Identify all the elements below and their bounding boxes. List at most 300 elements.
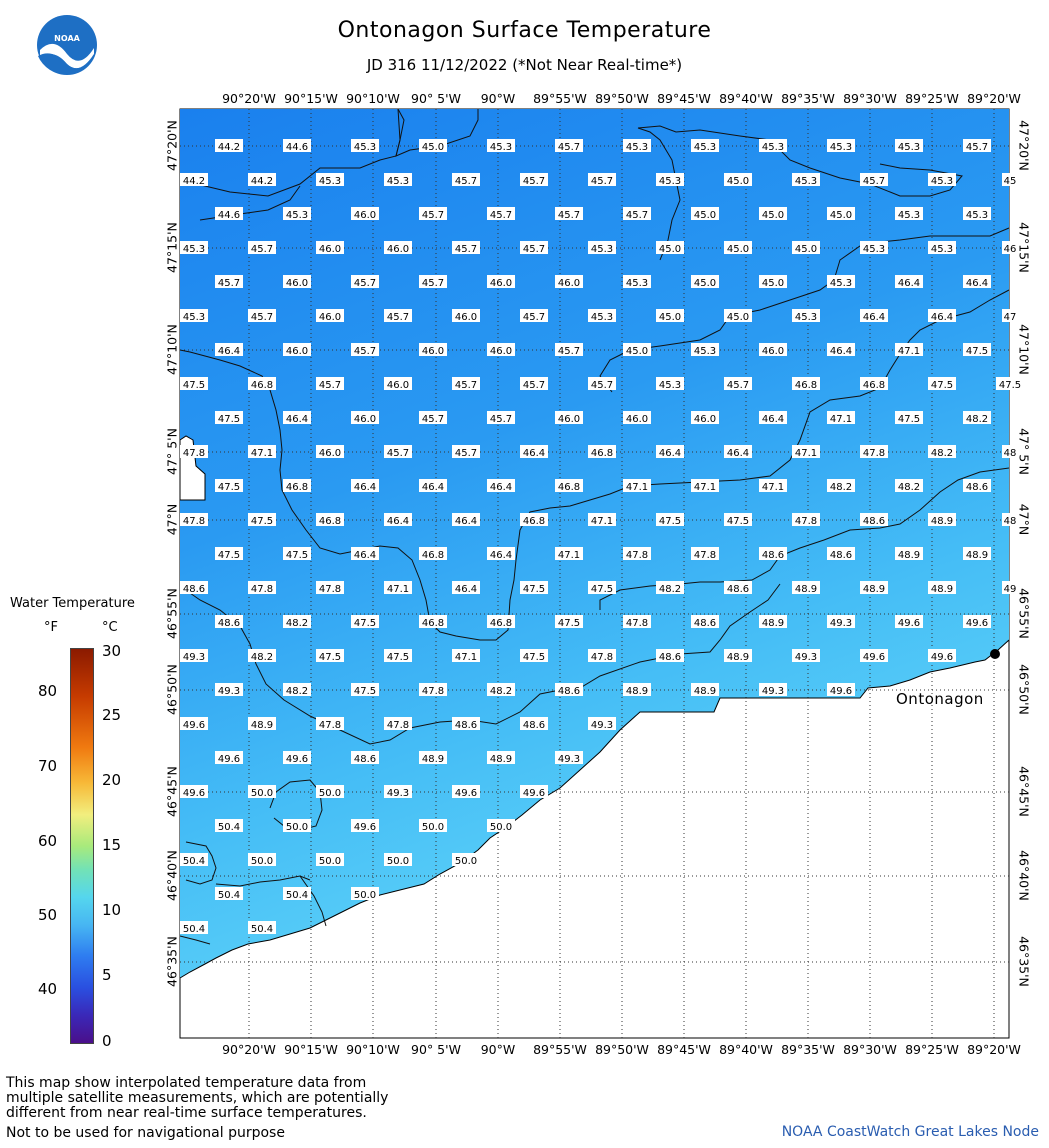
temperature-value: 45.7 xyxy=(454,244,478,255)
temperature-label xyxy=(724,445,752,459)
temperature-value: 46.8 xyxy=(590,448,614,459)
temperature-label xyxy=(351,207,379,221)
bottom-lon-label: 90°10'W xyxy=(346,1042,400,1057)
right-lat-label: 46°55'N xyxy=(1016,588,1032,639)
temperature-label xyxy=(283,343,311,357)
temperature-label xyxy=(895,479,923,493)
temperature-value: 45.7 xyxy=(250,312,274,323)
temperature-label xyxy=(928,377,956,391)
temperature-value: 45.7 xyxy=(421,414,445,425)
temperature-label xyxy=(860,377,888,391)
temperature-value: 46 xyxy=(1003,244,1017,255)
temperature-value: 47.1 xyxy=(693,482,717,493)
right-lat-label: 46°45'N xyxy=(1016,766,1032,817)
top-lon-label: 89°45'W xyxy=(657,91,711,106)
temperature-value: 46.8 xyxy=(794,380,818,391)
temperature-label xyxy=(180,173,208,187)
temperature-label xyxy=(351,887,379,901)
temperature-label xyxy=(623,275,651,289)
temperature-label xyxy=(895,275,923,289)
temperature-value: 46.4 xyxy=(522,448,546,459)
temperature-label xyxy=(520,445,548,459)
temperature-value: 47.8 xyxy=(182,516,206,527)
temperature-value: 47.5 xyxy=(658,516,682,527)
temperature-label xyxy=(691,343,719,357)
temperature-value: 44.2 xyxy=(217,142,241,153)
temperature-value: 50.4 xyxy=(285,890,309,901)
temperature-value: 48.2 xyxy=(285,686,309,697)
temperature-value: 45.3 xyxy=(658,176,682,187)
temperature-label xyxy=(691,683,719,697)
temperature-value: 45.3 xyxy=(590,312,614,323)
temperature-value: 48.6 xyxy=(726,584,750,595)
right-lat-label: 47°N xyxy=(1016,503,1032,536)
temperature-value: 48.2 xyxy=(285,618,309,629)
temperature-label xyxy=(452,785,480,799)
temperature-label xyxy=(248,649,276,663)
temperature-value: 46.4 xyxy=(285,414,309,425)
temperature-label xyxy=(759,275,787,289)
temperature-label xyxy=(724,513,752,527)
temperature-label xyxy=(419,139,447,153)
temperature-value: 46.8 xyxy=(862,380,886,391)
temperature-label xyxy=(691,411,719,425)
temperature-value: 50.4 xyxy=(217,822,241,833)
temperature-label xyxy=(419,207,447,221)
temperature-value: 48.2 xyxy=(658,584,682,595)
temperature-label xyxy=(452,377,480,391)
temperature-value: 49.3 xyxy=(794,652,818,663)
temperature-label xyxy=(316,853,344,867)
bottom-lon-label: 89°50'W xyxy=(595,1042,649,1057)
temperature-label xyxy=(384,717,412,731)
temperature-value: 48.6 xyxy=(761,550,785,561)
temperature-value: 45.3 xyxy=(761,142,785,153)
temperature-label xyxy=(215,343,243,357)
top-lon-label: 90° 5'W xyxy=(411,91,461,106)
temperature-value: 45.7 xyxy=(489,414,513,425)
temperature-label xyxy=(316,309,344,323)
temperature-label xyxy=(555,139,583,153)
footer-note-2: multiple satellite measurements, which are potentially xyxy=(6,1090,389,1106)
footer-note-3: different from near real-time surface temperatures. xyxy=(6,1105,367,1121)
temperature-value: 45.0 xyxy=(726,312,750,323)
temperature-value: 48.9 xyxy=(930,584,954,595)
temperature-label xyxy=(487,343,515,357)
temperature-value: 45.0 xyxy=(761,278,785,289)
temperature-value: 45.7 xyxy=(250,244,274,255)
temperature-value: 47.8 xyxy=(182,448,206,459)
temperature-label xyxy=(215,683,243,697)
temperature-label xyxy=(487,275,515,289)
temperature-value: 48.2 xyxy=(829,482,853,493)
temperature-value: 45.0 xyxy=(761,210,785,221)
temperature-value: 48.9 xyxy=(965,550,989,561)
right-lat-label: 46°40'N xyxy=(1016,850,1032,901)
left-lat-label: 46°40'N xyxy=(164,850,180,901)
temperature-label xyxy=(827,207,855,221)
temperature-label xyxy=(215,411,243,425)
temperature-label xyxy=(520,241,548,255)
temperature-label xyxy=(180,581,208,595)
top-lon-label: 90°10'W xyxy=(346,91,400,106)
temperature-value: 50.4 xyxy=(250,924,274,935)
temperature-value: 46.4 xyxy=(489,550,513,561)
temperature-value: 47.1 xyxy=(590,516,614,527)
temperature-value: 45.7 xyxy=(217,278,241,289)
temperature-label xyxy=(316,445,344,459)
temperature-value: 48 xyxy=(1003,448,1017,459)
temperature-label xyxy=(555,343,583,357)
temperature-label xyxy=(215,479,243,493)
temperature-value: 48.2 xyxy=(489,686,513,697)
temperature-label xyxy=(656,649,684,663)
temperature-value: 49.6 xyxy=(285,754,309,765)
temperature-value: 46.8 xyxy=(489,618,513,629)
temperature-value: 48.6 xyxy=(862,516,886,527)
temperature-label xyxy=(860,649,888,663)
temperature-value: 45.7 xyxy=(557,210,581,221)
top-lon-label: 89°55'W xyxy=(533,91,587,106)
temperature-value: 46.0 xyxy=(386,244,410,255)
temperature-label xyxy=(588,377,616,391)
temperature-label xyxy=(623,547,651,561)
temperature-value: 45.3 xyxy=(794,312,818,323)
bottom-lon-label: 89°55'W xyxy=(533,1042,587,1057)
temperature-label xyxy=(351,615,379,629)
bottom-lon-label: 89°40'W xyxy=(719,1042,773,1057)
temperature-label xyxy=(419,547,447,561)
temperature-label xyxy=(215,207,243,221)
temperature-value: 47.5 xyxy=(965,346,989,357)
temperature-label xyxy=(555,207,583,221)
temperature-label xyxy=(963,139,991,153)
temperature-value: 50.4 xyxy=(217,890,241,901)
top-lon-label: 89°40'W xyxy=(719,91,773,106)
temperature-label xyxy=(215,615,243,629)
temperature-label xyxy=(656,173,684,187)
temperature-label xyxy=(384,853,412,867)
temperature-label xyxy=(963,547,991,561)
temperature-value: 45.7 xyxy=(421,278,445,289)
top-lon-label: 90°20'W xyxy=(222,91,276,106)
temperature-label xyxy=(520,377,548,391)
left-lat-label: 46°45'N xyxy=(164,766,180,817)
legend-c-tick: 0 xyxy=(102,1032,112,1050)
temperature-label xyxy=(316,581,344,595)
temperature-value: 45.7 xyxy=(386,448,410,459)
temperature-value: 46.4 xyxy=(386,516,410,527)
legend-c-tick: 10 xyxy=(102,901,122,919)
temperature-label xyxy=(895,343,923,357)
temperature-value: 46.8 xyxy=(557,482,581,493)
temperature-label xyxy=(588,581,616,595)
temperature-label xyxy=(588,241,616,255)
temperature-value: 45.7 xyxy=(965,142,989,153)
top-lon-label: 89°30'W xyxy=(843,91,897,106)
temperature-value: 48.6 xyxy=(829,550,853,561)
temperature-label xyxy=(724,649,752,663)
temperature-value: 47.5 xyxy=(285,550,309,561)
temperature-label xyxy=(419,683,447,697)
temperature-value: 45.7 xyxy=(454,176,478,187)
temperature-value: 47.1 xyxy=(386,584,410,595)
temperature-value: 46.8 xyxy=(522,516,546,527)
temperature-value: 45.7 xyxy=(386,312,410,323)
left-lat-label: 47° 5'N xyxy=(164,428,180,475)
temperature-label xyxy=(588,173,616,187)
temperature-value: 47.1 xyxy=(829,414,853,425)
bottom-lon-label: 89°35'W xyxy=(781,1042,835,1057)
temperature-label xyxy=(691,479,719,493)
temperature-label xyxy=(452,445,480,459)
temperature-value: 45.3 xyxy=(182,244,206,255)
temperature-value: 45.3 xyxy=(930,244,954,255)
temperature-value: 45.7 xyxy=(522,312,546,323)
temperature-value: 49 xyxy=(1003,584,1017,595)
temperature-label xyxy=(520,717,548,731)
temperature-label xyxy=(316,377,344,391)
temperature-value: 46.0 xyxy=(489,278,513,289)
temperature-label xyxy=(419,819,447,833)
legend-f-tick: 80 xyxy=(38,682,58,700)
temperature-label xyxy=(724,241,752,255)
legend-title: Water Temperature xyxy=(10,596,135,611)
temperature-value: 45.0 xyxy=(829,210,853,221)
temperature-label xyxy=(384,445,412,459)
temperature-label xyxy=(759,615,787,629)
legend-f-tick: 70 xyxy=(38,757,58,775)
temperature-label xyxy=(452,513,480,527)
map-subtitle: JD 316 11/12/2022 (*Not Near Real-time*) xyxy=(366,56,683,74)
temperature-label xyxy=(860,241,888,255)
temperature-label xyxy=(419,275,447,289)
temperature-value: 50.4 xyxy=(182,924,206,935)
temperature-value: 47.5 xyxy=(353,618,377,629)
top-lon-label: 89°35'W xyxy=(781,91,835,106)
temperature-value: 45.0 xyxy=(693,210,717,221)
legend-f-tick: 50 xyxy=(38,906,58,924)
temperature-value: 45.7 xyxy=(318,380,342,391)
temperature-value: 50.0 xyxy=(386,856,410,867)
temperature-label xyxy=(759,547,787,561)
temperature-value: 46.4 xyxy=(862,312,886,323)
right-lat-label: 47°20'N xyxy=(1016,120,1032,171)
temperature-value: 47.8 xyxy=(625,618,649,629)
temperature-value: 48.9 xyxy=(930,516,954,527)
temperature-value: 45.0 xyxy=(658,244,682,255)
temperature-label xyxy=(928,445,956,459)
temperature-label xyxy=(283,819,311,833)
temperature-value: 50.0 xyxy=(318,788,342,799)
right-lat-label: 46°50'N xyxy=(1016,664,1032,715)
temperature-value: 48.9 xyxy=(794,584,818,595)
temperature-label xyxy=(827,479,855,493)
temperature-value: 50.0 xyxy=(454,856,478,867)
temperature-label xyxy=(724,173,752,187)
temperature-value: 44.6 xyxy=(285,142,309,153)
temperature-value: 45.0 xyxy=(794,244,818,255)
temperature-label xyxy=(588,445,616,459)
temperature-label xyxy=(384,581,412,595)
temperature-value: 46.0 xyxy=(693,414,717,425)
temperature-label xyxy=(419,411,447,425)
temperature-value: 50.0 xyxy=(489,822,513,833)
temperature-label xyxy=(215,887,243,901)
temperature-label xyxy=(656,445,684,459)
temperature-label xyxy=(248,581,276,595)
temperature-value: 47.5 xyxy=(897,414,921,425)
temperature-label xyxy=(759,343,787,357)
temperature-label xyxy=(283,751,311,765)
legend-c-tick: 15 xyxy=(102,836,122,854)
temperature-label xyxy=(588,649,616,663)
temperature-value: 47.1 xyxy=(625,482,649,493)
temperature-value: 47 xyxy=(1003,312,1017,323)
right-lat-label: 47° 5'N xyxy=(1016,428,1032,475)
temperature-value: 47.5 xyxy=(386,652,410,663)
temperature-label xyxy=(248,445,276,459)
temperature-value: 45.3 xyxy=(285,210,309,221)
right-lat-label: 47°15'N xyxy=(1016,222,1032,273)
temperature-label xyxy=(215,751,243,765)
temperature-value: 45.3 xyxy=(658,380,682,391)
temperature-label xyxy=(656,241,684,255)
temperature-value: 50.0 xyxy=(250,856,274,867)
temperature-value: 49.6 xyxy=(862,652,886,663)
legend-f-tick: 40 xyxy=(38,980,58,998)
temperature-value: 47.5 xyxy=(998,380,1022,391)
temperature-value: 45.7 xyxy=(353,346,377,357)
temperature-value: 45.7 xyxy=(421,210,445,221)
temperature-value: 48.9 xyxy=(897,550,921,561)
temperature-label xyxy=(180,921,208,935)
temperature-value: 48.2 xyxy=(930,448,954,459)
bottom-lon-label: 90°20'W xyxy=(222,1042,276,1057)
temperature-label xyxy=(215,819,243,833)
temperature-label xyxy=(759,139,787,153)
temperature-value: 45.3 xyxy=(862,244,886,255)
temperature-value: 46.0 xyxy=(454,312,478,323)
temperature-label xyxy=(215,547,243,561)
temperature-value: 45.7 xyxy=(489,210,513,221)
temperature-value: 45.7 xyxy=(625,210,649,221)
temperature-value: 49.6 xyxy=(182,788,206,799)
temperature-label xyxy=(452,309,480,323)
temperature-label xyxy=(283,411,311,425)
temperature-label xyxy=(487,411,515,425)
temperature-value: 49.3 xyxy=(557,754,581,765)
temperature-label xyxy=(827,343,855,357)
temperature-value: 47.1 xyxy=(794,448,818,459)
temperature-value: 47.5 xyxy=(557,618,581,629)
temperature-label xyxy=(827,411,855,425)
legend-f-tick: 60 xyxy=(38,832,58,850)
left-lat-label: 47°10'N xyxy=(164,324,180,375)
temperature-label xyxy=(555,683,583,697)
temperature-label xyxy=(860,173,888,187)
temperature-label xyxy=(623,615,651,629)
temperature-value: 45.7 xyxy=(557,142,581,153)
temperature-label xyxy=(180,513,208,527)
temperature-value: 45.3 xyxy=(590,244,614,255)
bottom-lon-label: 89°20'W xyxy=(967,1042,1021,1057)
temperature-value: 47.5 xyxy=(590,584,614,595)
temperature-value: 47.5 xyxy=(217,482,241,493)
temperature-label xyxy=(452,241,480,255)
temperature-label xyxy=(452,853,480,867)
temperature-label xyxy=(316,241,344,255)
temperature-value: 49.3 xyxy=(590,720,614,731)
temperature-value: 46.0 xyxy=(557,414,581,425)
legend-c-tick: 30 xyxy=(102,642,122,660)
temperature-label xyxy=(487,819,515,833)
credit-text: NOAA CoastWatch Great Lakes Node xyxy=(781,1124,1039,1140)
left-lat-label: 47°N xyxy=(164,503,180,536)
temperature-value: 49.6 xyxy=(353,822,377,833)
temperature-value: 46.4 xyxy=(454,516,478,527)
temperature-label xyxy=(283,275,311,289)
temperature-label xyxy=(895,207,923,221)
legend-c-tick: 20 xyxy=(102,771,122,789)
temperature-value: 46.4 xyxy=(658,448,682,459)
temperature-value: 45.3 xyxy=(930,176,954,187)
temperature-label xyxy=(283,139,311,153)
temperature-value: 47.5 xyxy=(522,652,546,663)
temperature-value: 44.2 xyxy=(250,176,274,187)
temperature-label xyxy=(928,513,956,527)
temperature-label xyxy=(180,241,208,255)
temperature-value: 47.8 xyxy=(421,686,445,697)
temperature-label xyxy=(351,683,379,697)
temperature-value: 45.3 xyxy=(693,142,717,153)
temperature-value: 48.9 xyxy=(625,686,649,697)
bottom-lon-label: 90°15'W xyxy=(284,1042,338,1057)
temperature-value: 48.9 xyxy=(250,720,274,731)
temperature-value: 50.0 xyxy=(421,822,445,833)
temperature-label xyxy=(860,445,888,459)
temperature-label xyxy=(384,785,412,799)
temperature-value: 48.6 xyxy=(454,720,478,731)
temperature-label xyxy=(351,139,379,153)
temperature-label xyxy=(452,581,480,595)
legend-c-tick: 5 xyxy=(102,966,112,984)
temperature-label xyxy=(419,479,447,493)
temperature-label xyxy=(520,649,548,663)
temperature-label xyxy=(487,547,515,561)
top-lon-label: 89°25'W xyxy=(905,91,959,106)
temperature-value: 46.4 xyxy=(421,482,445,493)
temperature-value: 47.5 xyxy=(353,686,377,697)
footer-note-4: Not to be used for navigational purpose xyxy=(6,1125,285,1141)
temperature-value: 46.8 xyxy=(318,516,342,527)
temperature-value: 47.1 xyxy=(250,448,274,459)
temperature-label xyxy=(555,275,583,289)
temperature-value: 45.3 xyxy=(182,312,206,323)
temperature-label xyxy=(384,513,412,527)
temperature-label xyxy=(827,615,855,629)
temperature-label xyxy=(520,513,548,527)
temperature-label xyxy=(588,717,616,731)
temperature-value: 47.8 xyxy=(590,652,614,663)
temperature-label xyxy=(316,649,344,663)
temperature-label xyxy=(419,343,447,357)
temperature-label xyxy=(963,615,991,629)
temperature-label xyxy=(963,411,991,425)
temperature-label xyxy=(248,513,276,527)
temperature-label xyxy=(963,207,991,221)
temperature-value: 45.7 xyxy=(522,176,546,187)
